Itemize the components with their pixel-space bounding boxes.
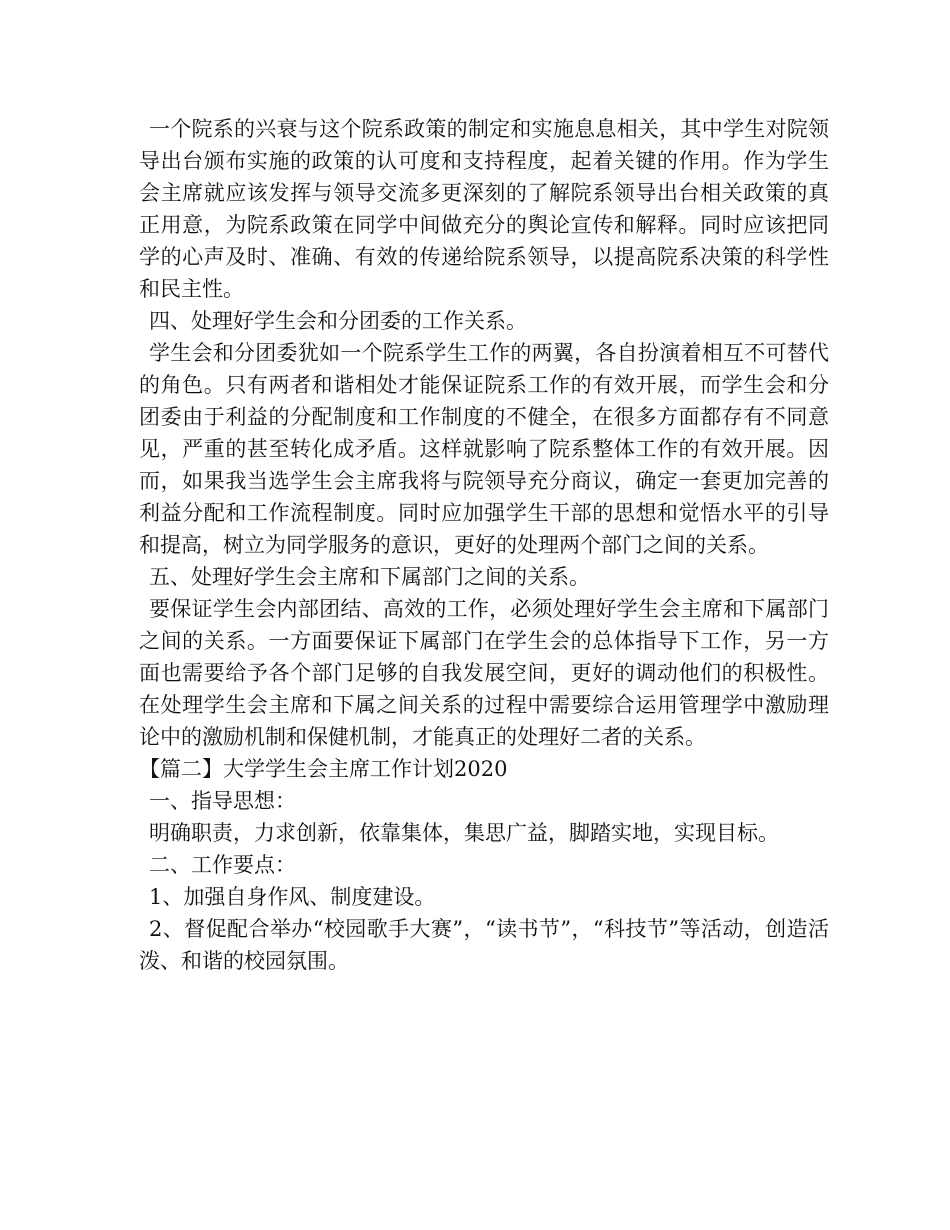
paragraph-intro: 一个院系的兴衰与这个院系政策的制定和实施息息相关，其中学生对院领导出台颁布实施的政策的认可度和支持程度，起着关键的作用。作为学生会主席就应该发挥与领导交流多更深刻的了解院系领导出台相关政策的真正用意，为院系政策在同学中间做充分的舆论宣传和解释。同时应该把同学的心声及时、准确、有效的传递给院系领导，以提高院系决策的科学性和民主性。	[139, 117, 829, 301]
document-body	[139, 113, 829, 977]
list-item-1: 1、加强自身作风、制度建设。	[149, 885, 436, 909]
paragraph-section-4: 学生会和分团委犹如一个院系学生工作的两翼，各自扮演着相互不可替代的角色。只有两者和谐相处才能保证院系工作的有效开展，而学生会和分团委由于利益的分配制度和工作制度的不健全，在很多方面都存有不同意见，严重的甚至转化成矛盾。这样就影响了院系整体工作的有效开展。因而，如果我当选学生会主席我将与院领导充分商议，确定一套更加完善的利益分配和工作流程制度。同时应加强学生干部的思想和觉悟水平的引导和提高，树立为同学服务的意识，更好的处理两个部门之间的关系。	[139, 341, 829, 557]
heading-guiding-ideology: 一、指导思想：	[149, 789, 296, 813]
paragraph-section-5: 要保证学生会内部团结、高效的工作，必须处理好学生会主席和下属部门之间的关系。一方面要保证下属部门在学生会的总体指导下工作，另一方面也需要给予各个部门足够的自我发展空间，更好的调动他们的积极性。在处理学生会主席和下属之间关系的过程中需要综合运用管理学中激励理论中的激励机制和保健机制，才能真正的处理好二者的关系。	[139, 597, 829, 749]
heading-work-points: 二、工作要点：	[149, 853, 296, 877]
paragraph-guiding-ideology: 明确职责，力求创新，依靠集体，集思广益，脚踏实地，实现目标。	[149, 821, 779, 845]
section-heading-4: 四、处理好学生会和分团委的工作关系。	[149, 309, 527, 333]
section-heading-5: 五、处理好学生会主席和下属部门之间的关系。	[149, 565, 590, 589]
part-two-title: 【篇二】大学学生会主席工作计划2020	[139, 757, 508, 781]
list-item-2: 2、督促配合举办“校园歌手大赛”，“读书节”，“科技节”等活动，创造活泼、和谐的校园氛围。	[139, 917, 829, 973]
